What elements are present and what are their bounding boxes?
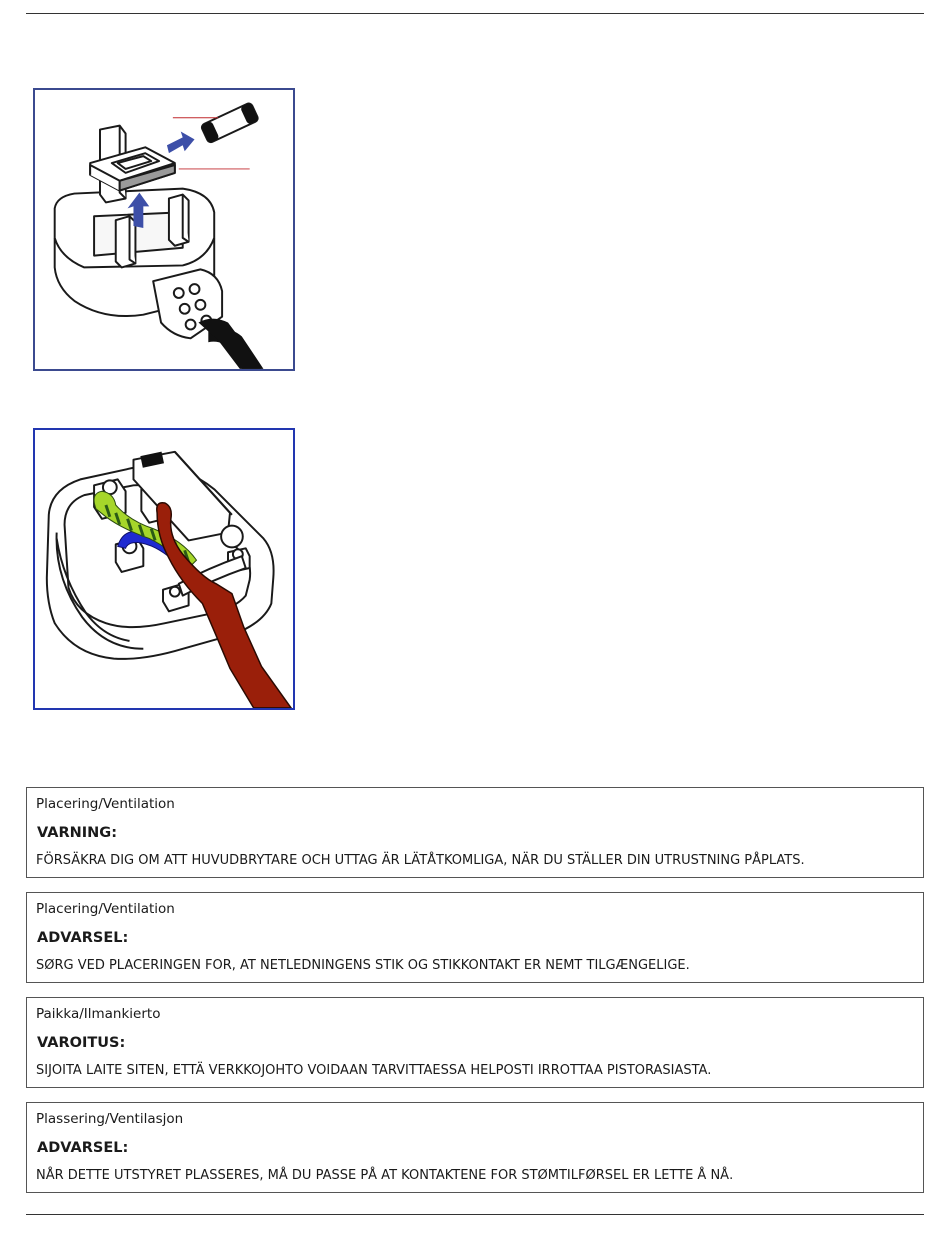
plug-wiring-icon: [35, 430, 293, 708]
notice-message: SIJOITA LAITE SITEN, ETTÄ VERKKOJOHTO VOIDAAN TARVITTAESSA HELPOSTI IRROTTAA PISTORASIASTA.: [36, 1063, 712, 1078]
notice-box-swedish: [26, 787, 924, 878]
header-rule: [26, 13, 924, 14]
notice-box-finnish: [26, 997, 924, 1088]
notice-category: Paikka/Ilmankierto: [36, 1006, 161, 1022]
notice-box-danish: [26, 892, 924, 983]
notice-category: Placering/Ventilation: [36, 901, 175, 917]
notice-warning-heading: ADVARSEL:: [37, 930, 129, 946]
notice-category: Placering/Ventilation: [36, 796, 175, 812]
plug-wiring-figure: [33, 428, 295, 710]
notice-warning-heading: ADVARSEL:: [37, 1140, 129, 1156]
notice-message: SØRG VED PLACERINGEN FOR, AT NETLEDNINGENS STIK OG STIKKONTAKT ER NEMT TILGÆNGELIGE.: [36, 958, 690, 973]
plug-fuse-icon: [35, 90, 293, 369]
notice-message: NÅR DETTE UTSTYRET PLASSERES, MÅ DU PASSE PÅ AT KONTAKTENE FOR STØMTILFØRSEL ER LETTE Å NÅ.: [36, 1168, 734, 1183]
notice-box-norwegian: [26, 1102, 924, 1193]
footer-rule: [26, 1214, 924, 1215]
notice-warning-heading: VARNING:: [37, 825, 117, 841]
notice-category: Plassering/Ventilasjon: [36, 1111, 184, 1127]
notice-warning-heading: VAROITUS:: [37, 1035, 126, 1051]
notice-message: FÖRSÄKRA DIG OM ATT HUVUDBRYTARE OCH UTTAG ÄR LÄTÅTKOMLIGA, NÄR DU STÄLLER DIN UTRUSTNING PÅPLATS.: [36, 853, 805, 868]
fuse-replacement-figure: [33, 88, 295, 371]
